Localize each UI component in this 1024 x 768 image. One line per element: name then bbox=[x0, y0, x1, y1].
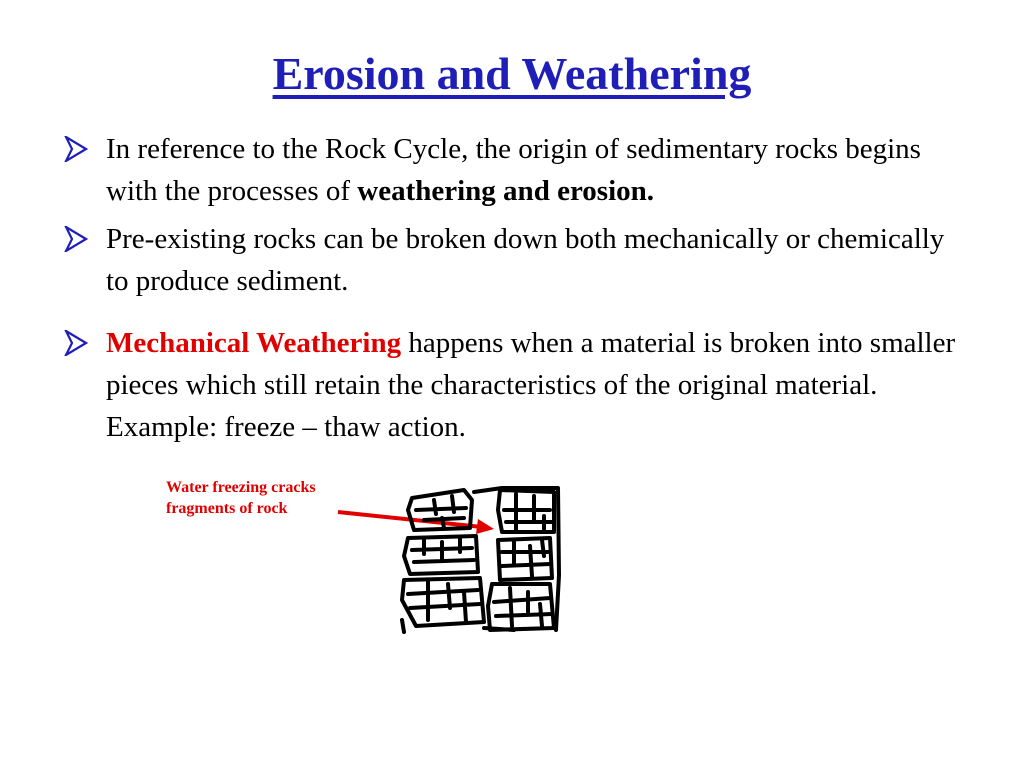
bullet-item bbox=[60, 128, 960, 212]
bullet-text: happens when a material is broken into smaller pieces which still retain the characteristics of the original material. Example: freeze – thaw action. bbox=[106, 327, 956, 443]
arrow-bullet-icon bbox=[64, 330, 88, 356]
diagram-label-line-2: fragments of rock bbox=[166, 500, 288, 517]
bullet-bold-text: weathering and erosion. bbox=[357, 175, 655, 207]
rock-blocks-sketch-icon bbox=[394, 480, 564, 640]
bullet-list bbox=[60, 124, 960, 448]
bullet-red-text: Mechanical Weathering bbox=[106, 327, 402, 359]
arrow-bullet-icon bbox=[64, 226, 88, 252]
slide-title: Erosion and Weathering bbox=[272, 48, 752, 99]
arrow-bullet-icon bbox=[64, 136, 88, 162]
bullet-text: Pre-existing rocks can be broken down both mechanically or chemically to produce sediment. bbox=[106, 223, 945, 297]
diagram-label bbox=[166, 477, 316, 519]
diagram-label-line-1: Water freezing cracks bbox=[166, 479, 316, 496]
bullet-text: In reference to the Rock Cycle, the origin of sedimentary rocks begins with the processes of bbox=[106, 133, 921, 207]
bullet-item bbox=[60, 322, 960, 448]
bullet-item bbox=[60, 218, 960, 302]
